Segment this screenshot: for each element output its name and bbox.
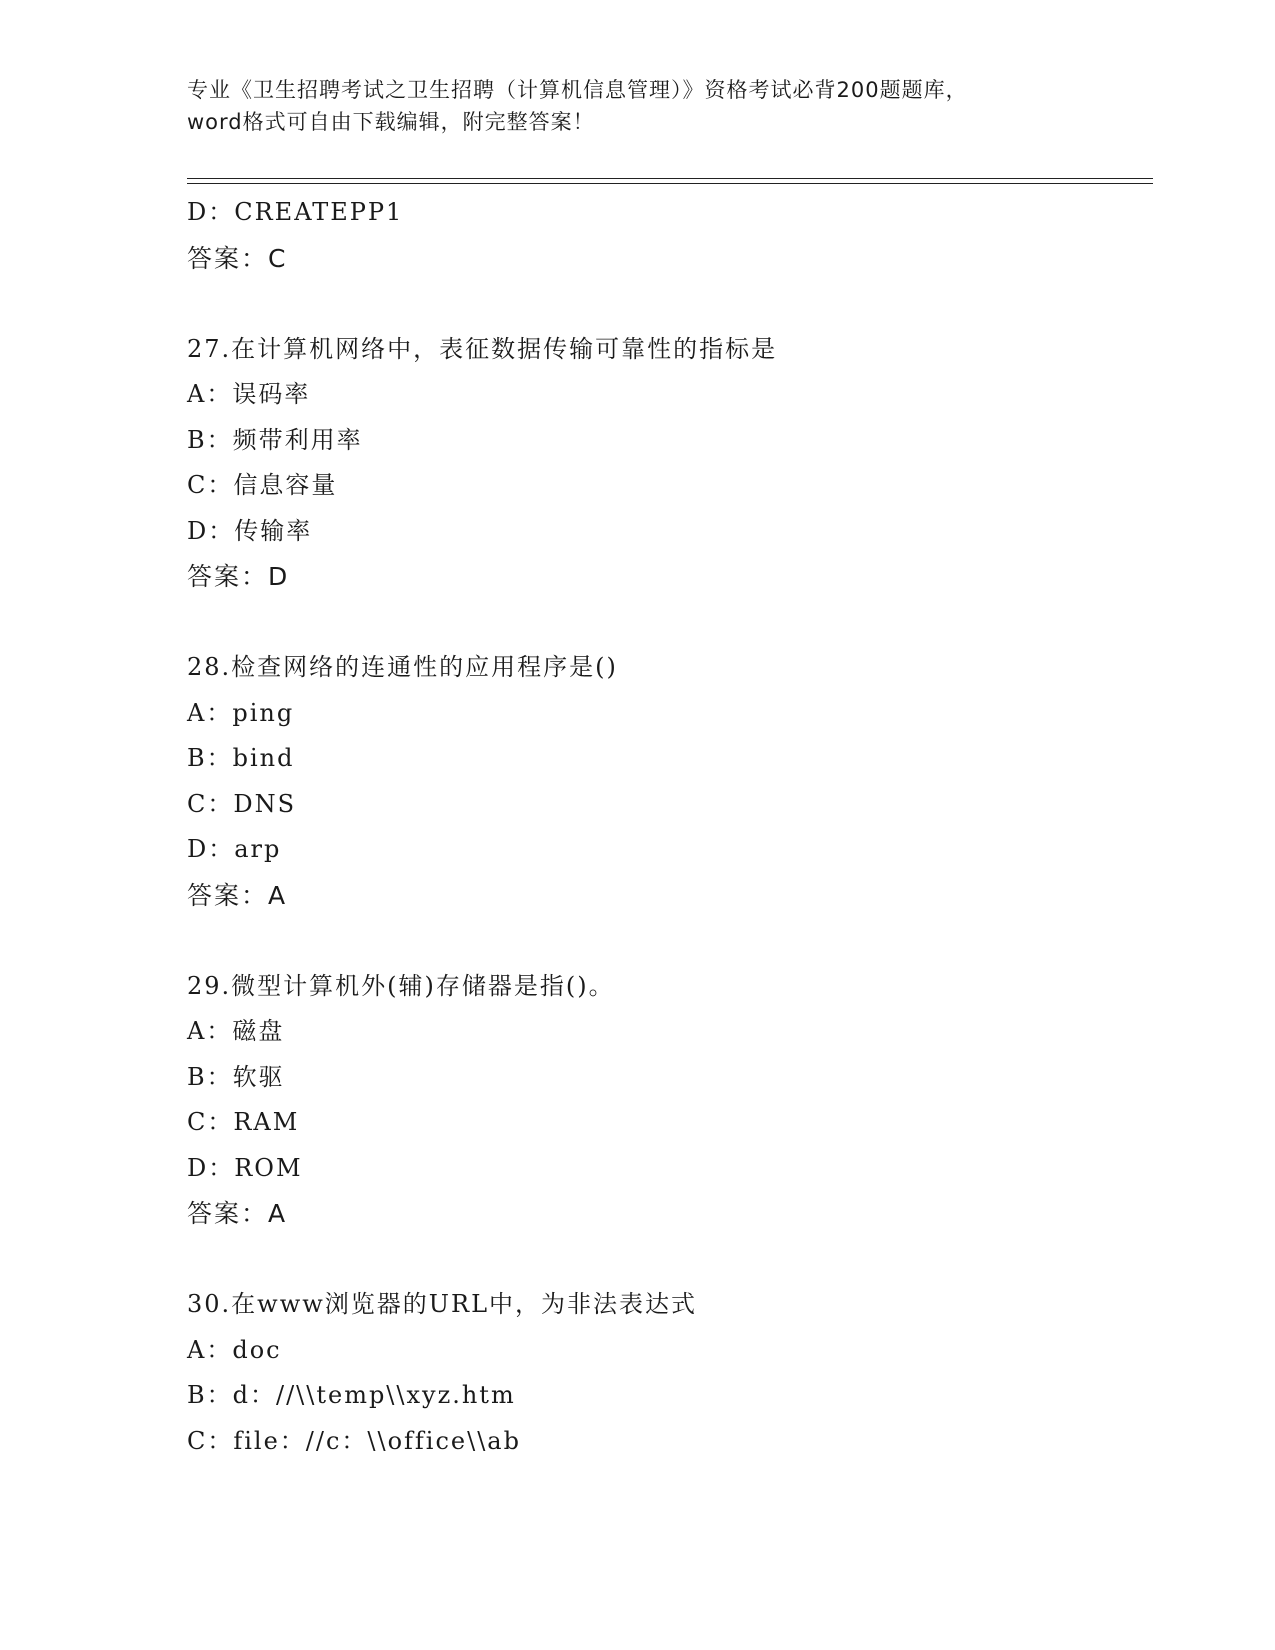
question-text: 28.检查网络的连通性的应用程序是() [187, 653, 618, 681]
option-text: A：磁盘 [187, 1017, 285, 1045]
option-text: B：软驱 [187, 1062, 285, 1091]
option-text: A：ping [187, 698, 295, 727]
spacer [187, 918, 1147, 964]
header-divider-top [187, 178, 1153, 179]
option-text: C：信息容量 [187, 471, 338, 499]
option-text: C：DNS [187, 789, 297, 818]
spacer [187, 1237, 1147, 1283]
answer-text: 答案：C [187, 243, 288, 273]
option-text: A：doc [187, 1335, 282, 1364]
spacer [187, 600, 1147, 646]
answer-text: 答案：A [187, 1199, 288, 1228]
option-text: D：ROM [187, 1153, 303, 1182]
document-header [187, 74, 1087, 138]
header-line-2: word格式可自由下载编辑，附完整答案！ [187, 110, 595, 134]
option-text: C：RAM [187, 1108, 300, 1136]
option-text: D：传输率 [187, 516, 313, 545]
question-text: 30.在www浏览器的URL中，为非法表达式 [187, 1290, 698, 1318]
option-text: B：d：//\\temp\\xyz.htm [187, 1381, 516, 1409]
option-text: C：file：//c：\\office\\ab [187, 1426, 521, 1455]
option-text: D：CREATEPP1 [187, 198, 404, 226]
option-text: A：误码率 [187, 380, 311, 408]
header-divider-bottom [187, 183, 1153, 184]
question-text: 29.微型计算机外(辅)存储器是指()。 [187, 971, 615, 1000]
spacer [187, 281, 1147, 327]
option-text: B：频带利用率 [187, 425, 363, 454]
option-text: B：bind [187, 744, 295, 772]
question-text: 27.在计算机网络中，表征数据传输可靠性的指标是 [187, 334, 778, 363]
header-line-1: 专业《卫生招聘考试之卫生招聘（计算机信息管理）》资格考试必背200题题库， [187, 78, 968, 102]
question-list [187, 190, 1147, 1464]
answer-text: 答案：D [187, 562, 290, 591]
answer-text: 答案：A [187, 880, 288, 910]
option-text: D：arp [187, 835, 282, 863]
